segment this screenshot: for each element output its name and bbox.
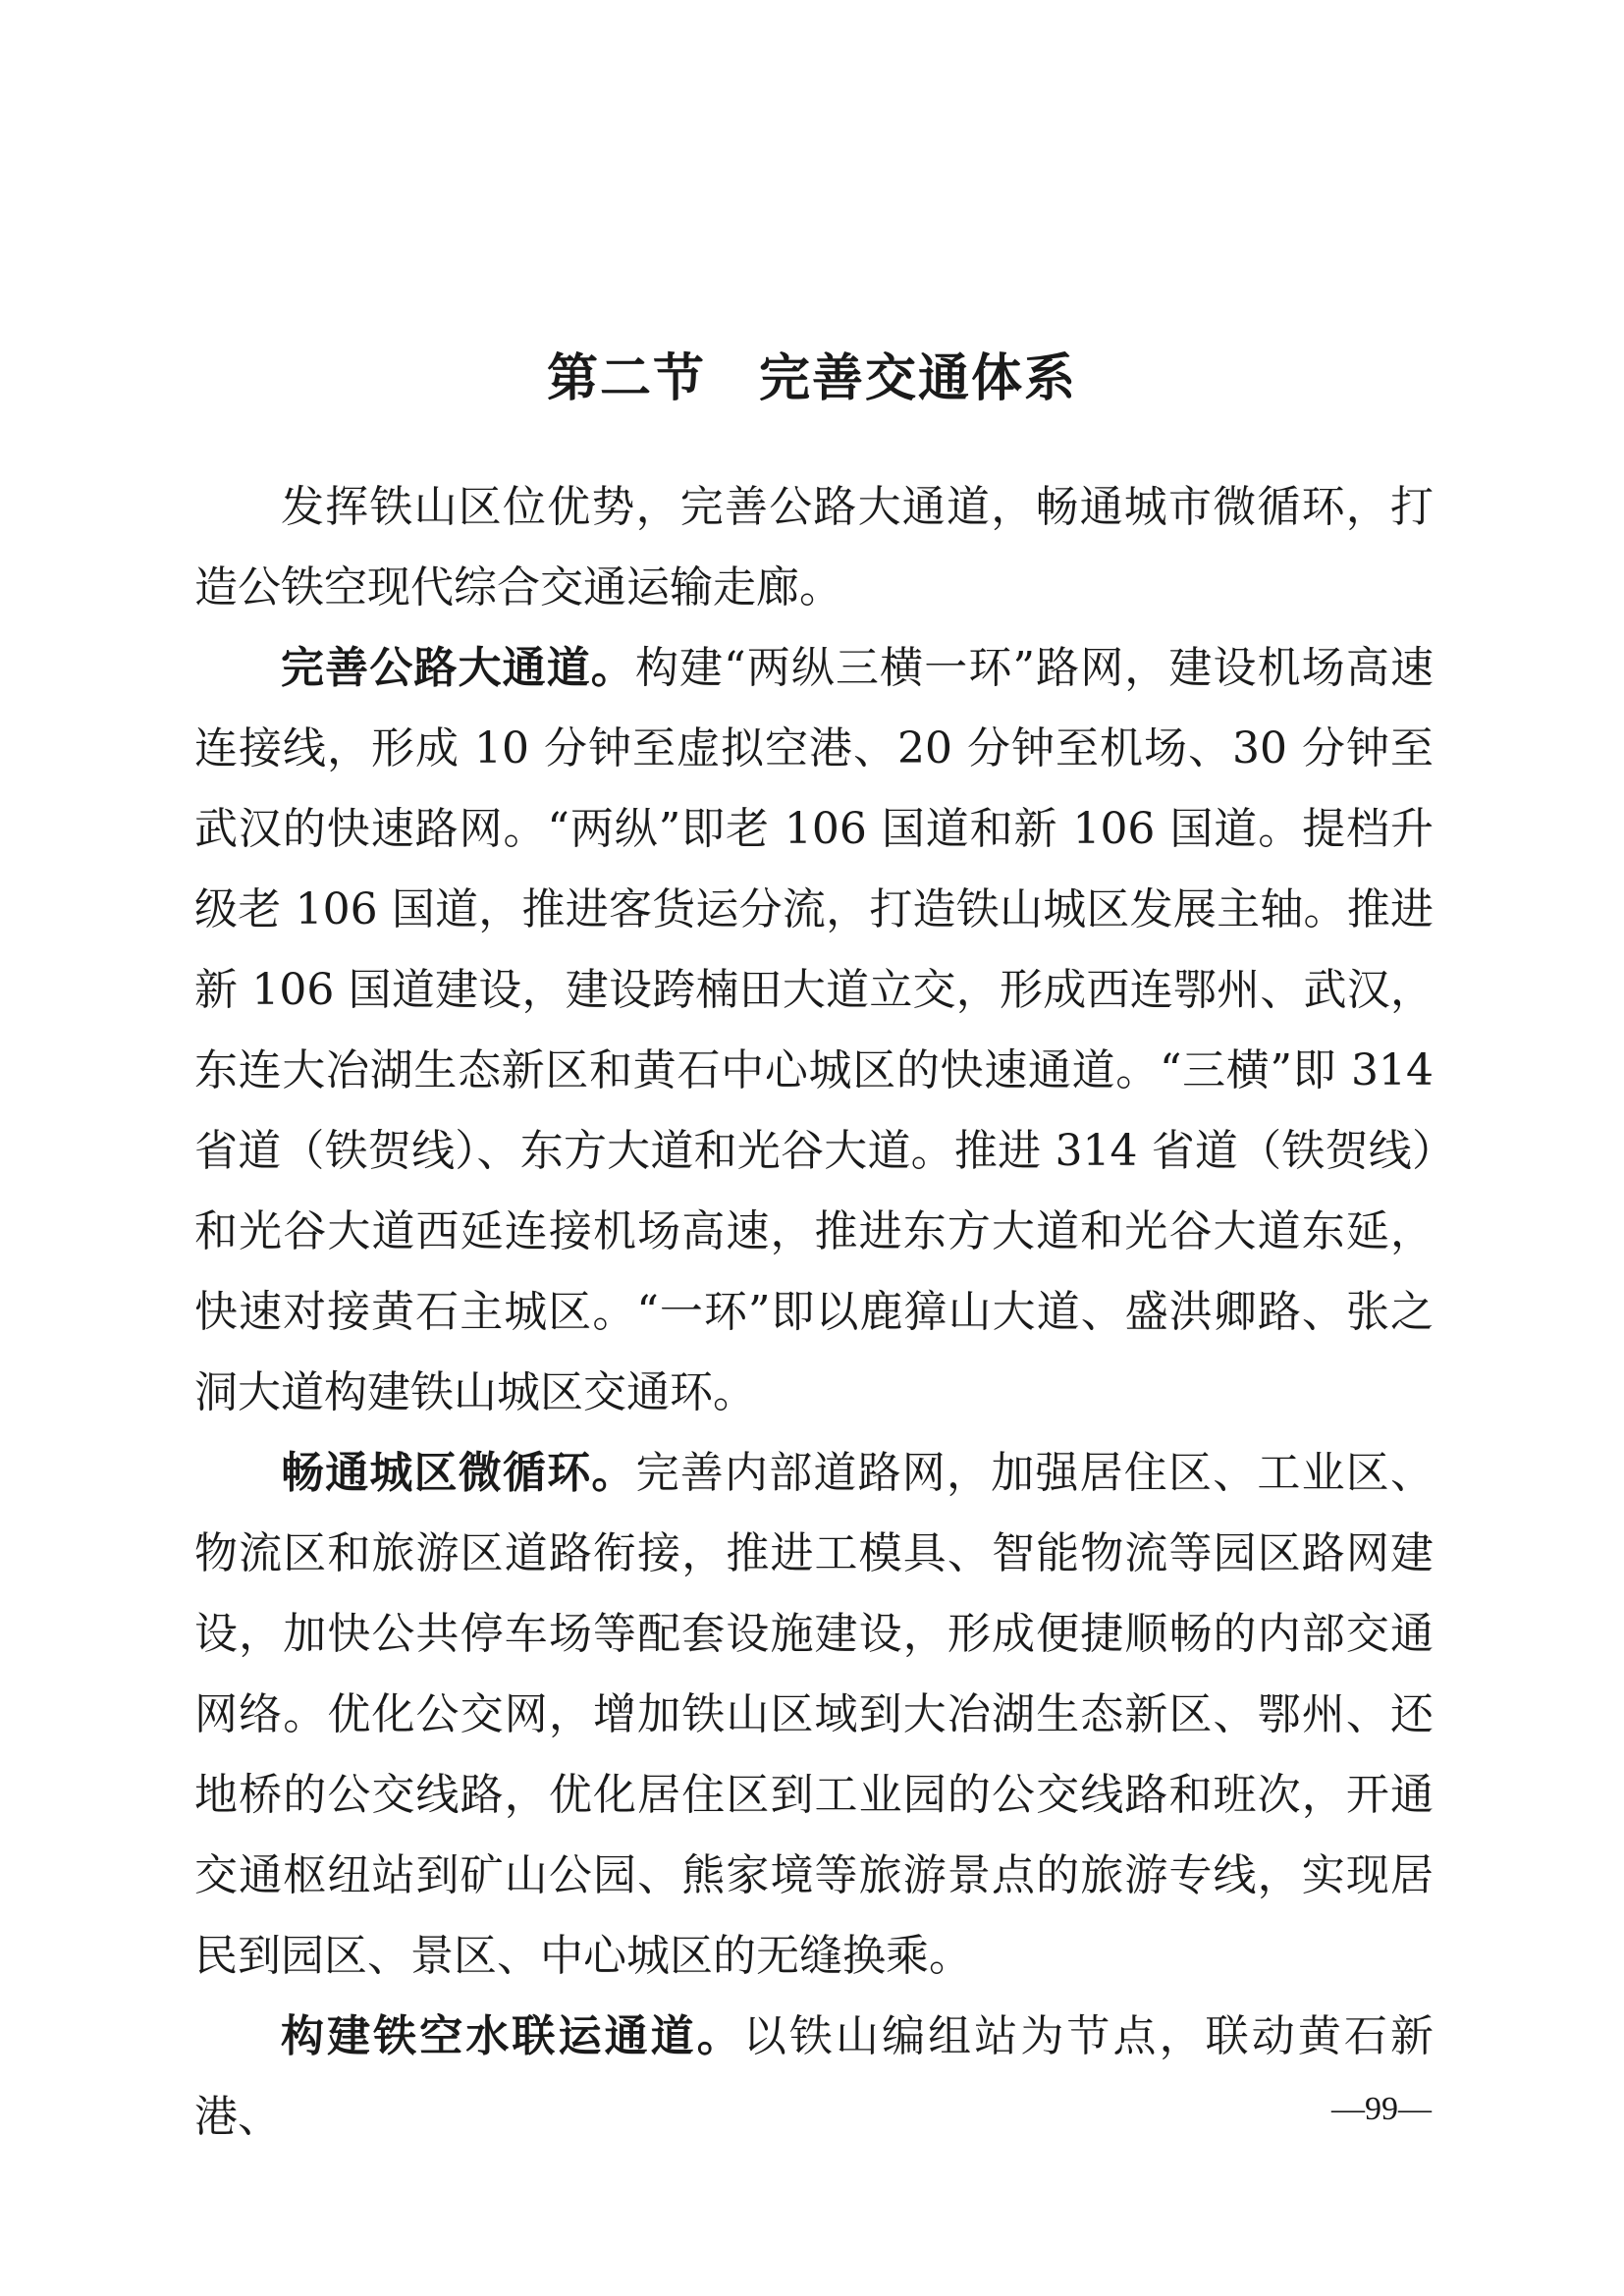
page-number: —99—: [1331, 2091, 1432, 2127]
paragraph-text: 以铁山编组站为节点，联动黄石新港、: [194, 2011, 1435, 2142]
paragraph-lead: 构建铁空水联运通道。: [281, 2011, 743, 2061]
paragraph-lead: 完善公路大通道。: [281, 643, 635, 693]
paragraph-multimodal: [194, 1997, 1434, 2158]
paragraph-text: 完善内部道路网，加强居住区、工业区、物流区和旅游区道路衔接，推进工模具、智能物流等园区路网建设，加快公共停车场等配套设施建设，形成便捷顺畅的内部交通网络。优化公交网，增加铁山区域到大冶湖生态新区、鄂州、还地桥的公交线路，优化居住区到工业园的公交线路和班次，开通交通枢纽站到矿山公园、熊家境等旅游景点的旅游专线，实现居民到园区、景区、中心城区的无缝换乘。: [194, 1448, 1435, 1981]
paragraph-text: 构建“两纵三横一环”路网，建设机场高速连接线，形成 10 分钟至虚拟空港、20 分钟至机场、30 分钟至武汉的快速路网。“两纵”即老 106 国道和新 106 国道。提档升级老 106 国道，推进客货运分流，打造铁山城区发展主轴。推进新 106 国道建设，建设跨楠田大道立交，形成西连鄂州、武汉，东连大冶湖生态新区和黄石中心城区的快速通道。“三横”即 314 省道（铁贺线）、东方大道和光谷大道。推进 314 省道（铁贺线）和光谷大道西延连接机场高速，推进东方大道和光谷大道东延，快速对接黄石主城区。“一环”即以鹿獐山大道、盛洪卿路、张之洞大道构建铁山城区交通环。: [194, 643, 1435, 1417]
paragraph-intro: [194, 467, 1434, 628]
paragraph-micro-circulation: [194, 1433, 1434, 1997]
paragraph-lead: 畅通城区微循环。: [281, 1448, 636, 1498]
section-title: 第二节 完善交通体系: [546, 348, 1077, 409]
body-text: [194, 467, 1434, 2158]
paragraph-highway: [194, 628, 1434, 1433]
paragraph-text: 发挥铁山区位优势，完善公路大通道，畅通城市微循环，打造公铁空现代综合交通运输走廊。: [194, 482, 1434, 613]
